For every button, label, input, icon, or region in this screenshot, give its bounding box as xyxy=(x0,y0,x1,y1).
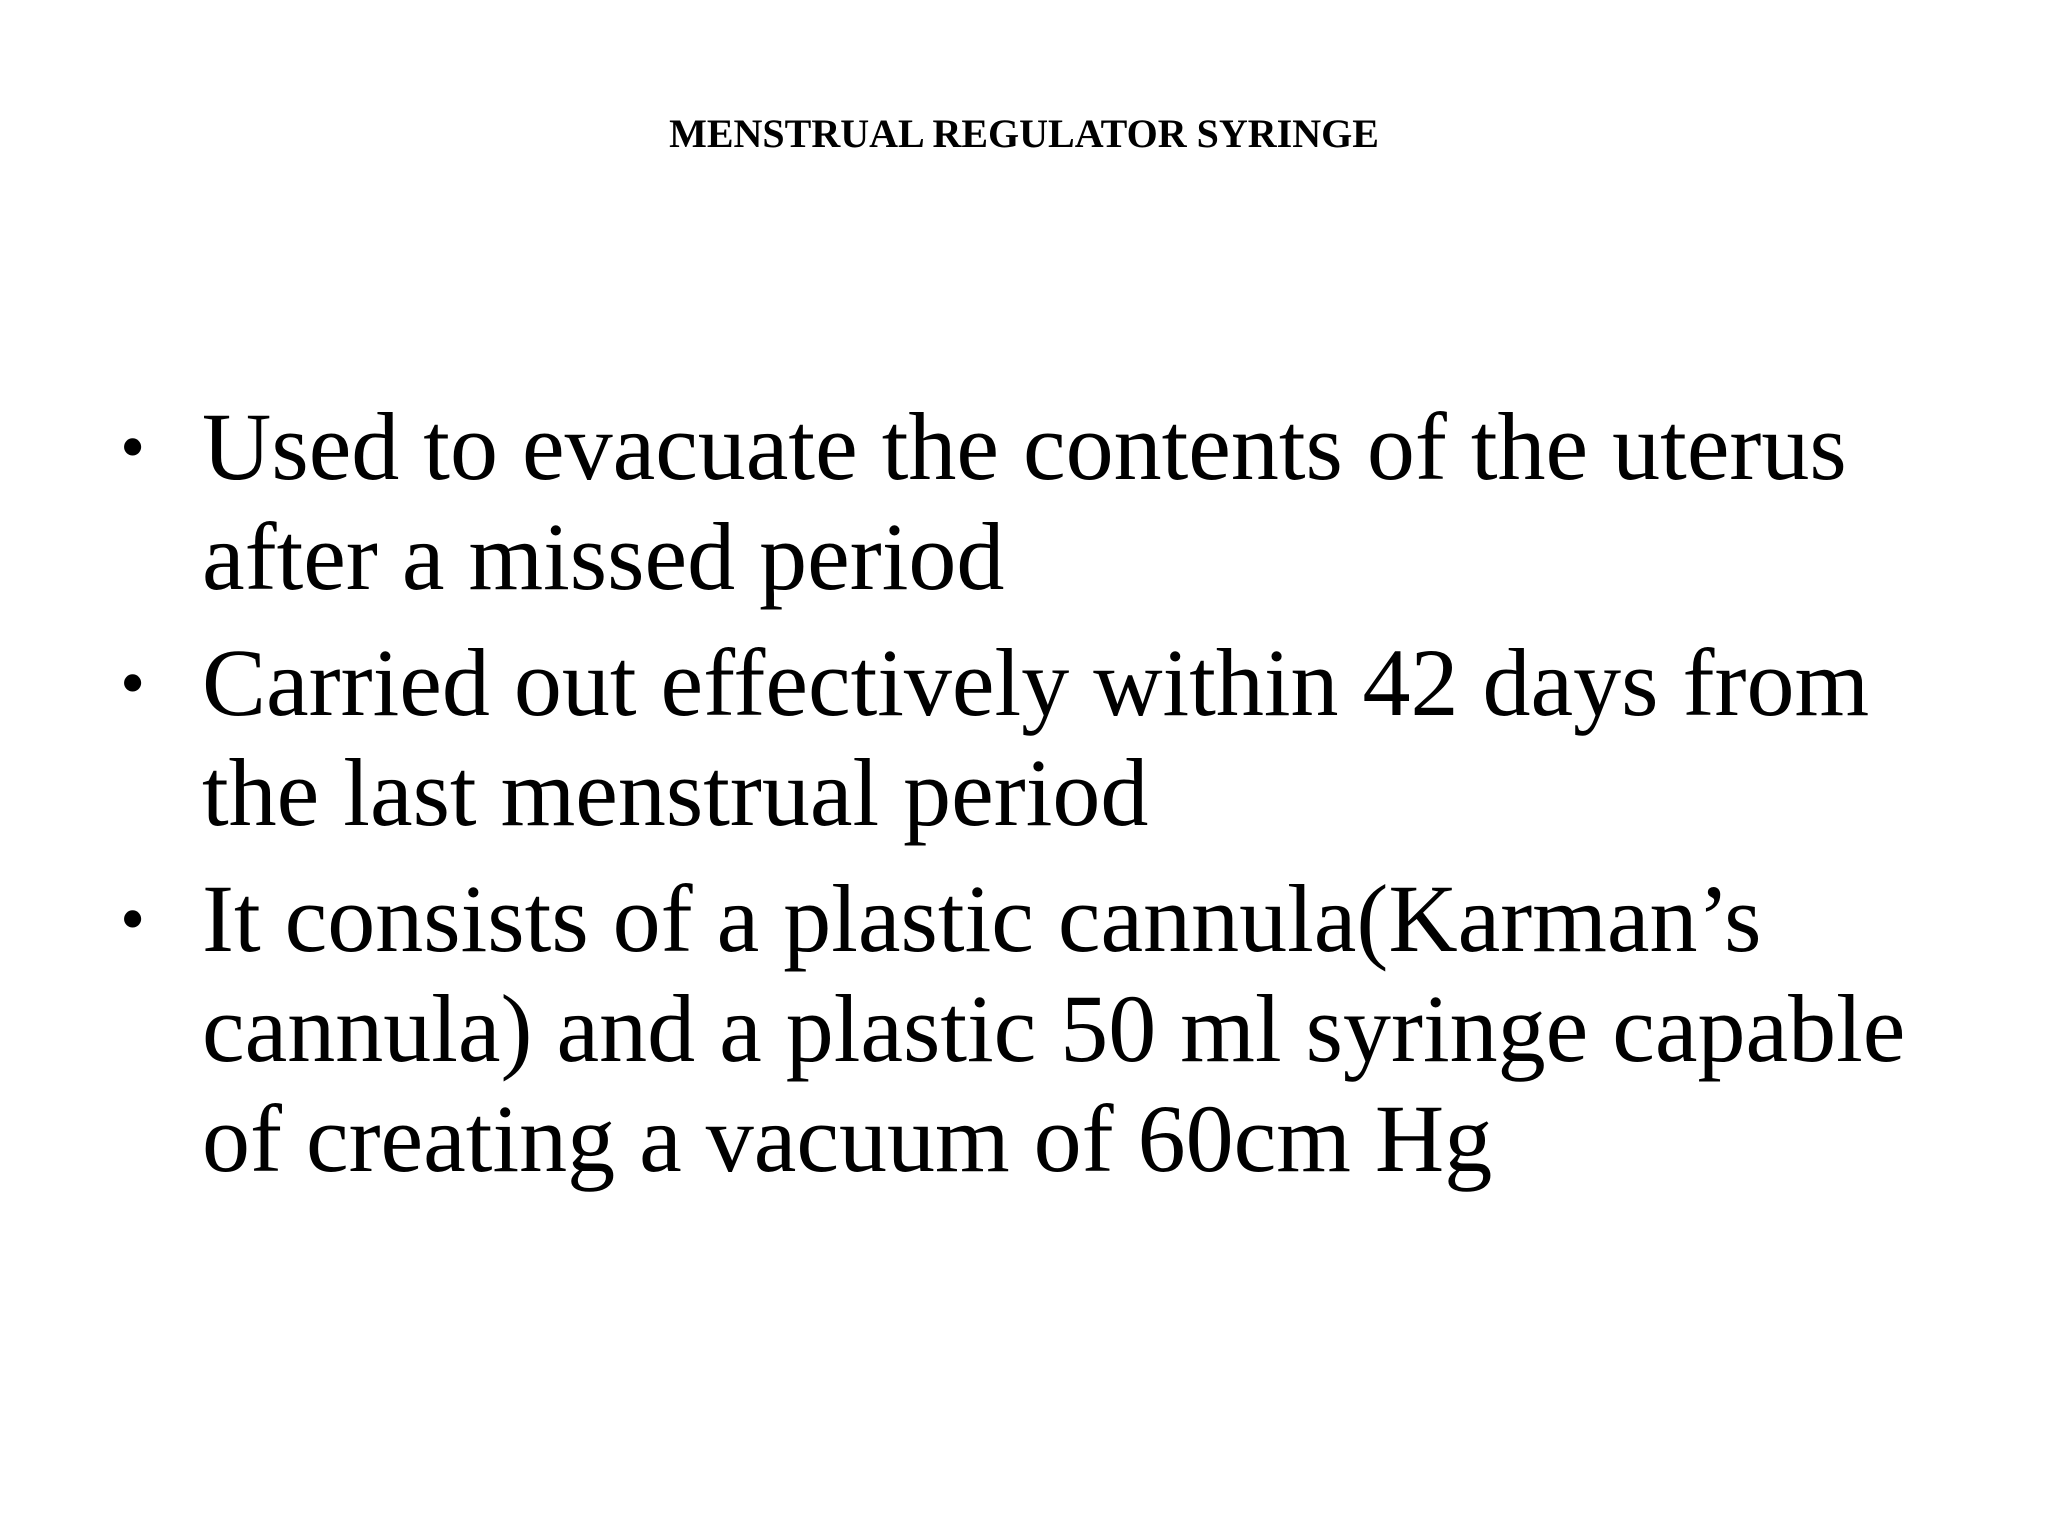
list-item xyxy=(120,864,1980,1194)
slide-title: MENSTRUAL REGULATOR SYRINGE xyxy=(669,111,1379,156)
list-item xyxy=(120,392,1980,612)
bullet-text: Used to evacuate the contents of the uterus after a missed period xyxy=(202,393,1847,610)
bullet-text: It consists of a plastic cannula(Karman’s cannula) and a plastic 50 ml syringe capable of creating a vacuum of 60cm Hg xyxy=(202,865,1906,1192)
bullet-icon: • xyxy=(120,879,146,959)
bullet-icon: • xyxy=(120,643,146,723)
bullet-icon: • xyxy=(120,407,146,487)
bullet-text: Carried out effectively within 42 days from the last menstrual period xyxy=(202,629,1870,846)
bullet-list xyxy=(120,392,1980,1210)
list-item xyxy=(120,628,1980,848)
